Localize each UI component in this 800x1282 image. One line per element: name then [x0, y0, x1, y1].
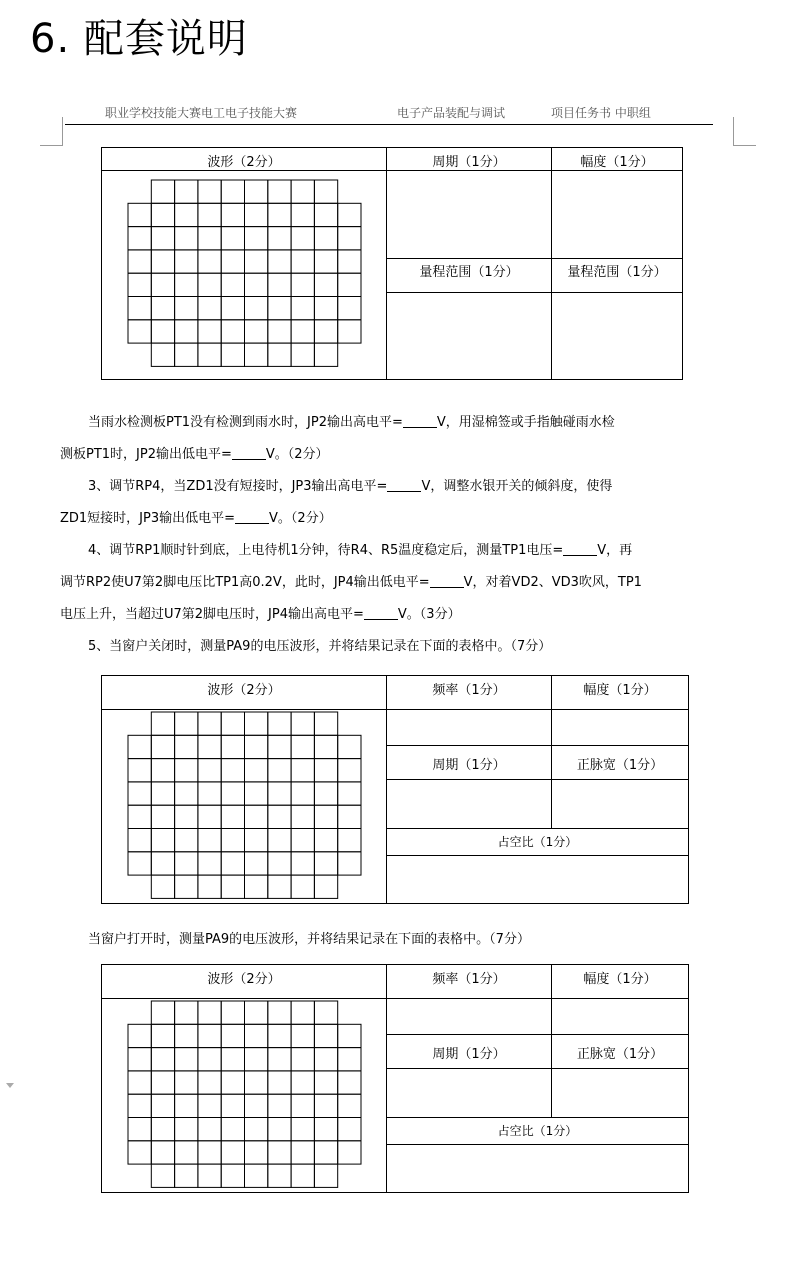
grid-cell — [221, 250, 244, 273]
grid-cell — [268, 805, 291, 828]
grid-cell — [151, 1118, 174, 1141]
grid-cell — [314, 1048, 337, 1071]
header-left: 职业学校技能大赛电工电子技能大赛 — [105, 106, 298, 120]
grid-cell — [338, 203, 361, 226]
scroll-down-arrow-icon — [6, 1083, 14, 1088]
grid-cell — [151, 829, 174, 852]
grid-cell — [338, 1141, 361, 1164]
grid-cell — [291, 273, 314, 296]
grid-cell — [268, 343, 291, 366]
grid-cell — [245, 1071, 268, 1094]
grid-cell — [268, 1094, 291, 1117]
grid-cell — [175, 250, 198, 273]
grid-cell — [291, 297, 314, 320]
waveform-header: 波形（2分） — [207, 155, 281, 170]
duty-cycle-header: 占空比（1分） — [497, 835, 578, 849]
grid-cell — [314, 875, 337, 898]
grid-cell — [314, 852, 337, 875]
header-rule — [65, 124, 713, 125]
grid-cell — [338, 805, 361, 828]
grid-cell — [198, 227, 221, 250]
grid-cell — [245, 1164, 268, 1187]
grid-cell — [314, 829, 337, 852]
grid-cell — [198, 1048, 221, 1071]
grid-cell — [245, 1024, 268, 1047]
grid-cell — [338, 782, 361, 805]
grid-cell — [291, 805, 314, 828]
grid-cell — [198, 273, 221, 296]
grid-cell — [175, 735, 198, 758]
pulse-width-header: 正脉宽（1分） — [576, 758, 664, 773]
crop-mark-right — [733, 117, 756, 146]
grid-cell — [175, 782, 198, 805]
frequency-header: 频率（1分） — [432, 683, 506, 698]
grid-cell — [268, 227, 291, 250]
grid-cell — [245, 1118, 268, 1141]
page-header — [65, 104, 713, 124]
grid-cell — [245, 829, 268, 852]
grid-cell — [221, 1118, 244, 1141]
grid-cell — [314, 180, 337, 203]
grid-cell — [198, 203, 221, 226]
grid-cell — [268, 203, 291, 226]
grid-cell — [314, 1164, 337, 1187]
waveform-table-2 — [101, 675, 689, 904]
grid-cell — [221, 1024, 244, 1047]
grid-cell — [268, 250, 291, 273]
grid-cell — [175, 273, 198, 296]
grid-cell — [338, 1071, 361, 1094]
grid-cell — [338, 759, 361, 782]
oscilloscope-grid — [127, 179, 363, 369]
grid-cell — [221, 1071, 244, 1094]
grid-cell — [175, 829, 198, 852]
grid-cell — [314, 735, 337, 758]
grid-cell — [338, 250, 361, 273]
grid-cell — [151, 1001, 174, 1024]
grid-cell — [245, 273, 268, 296]
grid-cell — [314, 1001, 337, 1024]
grid-cell — [221, 875, 244, 898]
grid-cell — [198, 805, 221, 828]
grid-cell — [198, 1164, 221, 1187]
grid-cell — [151, 320, 174, 343]
grid-cell — [151, 1141, 174, 1164]
grid-cell — [151, 273, 174, 296]
paragraph-window-open: 当窗户打开时，测量PA9的电压波形，并将结果记录在下面的表格中。（7分） — [88, 932, 530, 947]
grid-cell — [245, 1048, 268, 1071]
answer-blank[interactable] — [403, 415, 437, 428]
grid-cell — [338, 735, 361, 758]
grid-cell — [198, 180, 221, 203]
grid-cell — [221, 712, 244, 735]
grid-cell — [221, 829, 244, 852]
grid-cell — [175, 1164, 198, 1187]
answer-blank[interactable] — [430, 575, 464, 588]
grid-cell — [268, 875, 291, 898]
grid-cell — [198, 1141, 221, 1164]
slide-title: 6. 配套说明 — [30, 16, 248, 62]
grid-cell — [128, 250, 151, 273]
grid-cell — [291, 1118, 314, 1141]
grid-cell — [151, 203, 174, 226]
grid-cell — [291, 227, 314, 250]
grid-cell — [291, 875, 314, 898]
grid-cell — [221, 852, 244, 875]
grid-cell — [338, 1048, 361, 1071]
answer-blank[interactable] — [364, 607, 398, 620]
grid-cell — [198, 1071, 221, 1094]
grid-cell — [291, 1071, 314, 1094]
grid-cell — [175, 852, 198, 875]
oscilloscope-grid — [127, 711, 363, 901]
grid-cell — [151, 782, 174, 805]
grid-cell — [268, 712, 291, 735]
grid-cell — [268, 1048, 291, 1071]
grid-cell — [198, 320, 221, 343]
grid-cell — [245, 320, 268, 343]
grid-cell — [175, 1141, 198, 1164]
grid-cell — [198, 852, 221, 875]
grid-cell — [245, 852, 268, 875]
grid-cell — [291, 1001, 314, 1024]
grid-cell — [245, 297, 268, 320]
grid-cell — [245, 1001, 268, 1024]
grid-cell — [268, 1024, 291, 1047]
answer-blank[interactable] — [563, 543, 597, 556]
grid-cell — [291, 1048, 314, 1071]
grid-cell — [338, 297, 361, 320]
answer-blank[interactable] — [387, 479, 421, 492]
grid-cell — [221, 1001, 244, 1024]
grid-cell — [128, 1141, 151, 1164]
grid-cell — [338, 1118, 361, 1141]
grid-cell — [198, 875, 221, 898]
grid-cell — [314, 805, 337, 828]
grid-cell — [314, 712, 337, 735]
grid-cell — [128, 1024, 151, 1047]
grid-cell — [128, 759, 151, 782]
grid-cell — [245, 1141, 268, 1164]
grid-cell — [151, 180, 174, 203]
grid-cell — [245, 343, 268, 366]
grid-cell — [128, 782, 151, 805]
grid-cell — [291, 1094, 314, 1117]
grid-cell — [151, 712, 174, 735]
grid-cell — [314, 1118, 337, 1141]
grid-cell — [245, 712, 268, 735]
grid-cell — [175, 1048, 198, 1071]
amplitude-header: 幅度（1分） — [580, 155, 654, 170]
grid-cell — [268, 297, 291, 320]
grid-cell — [151, 1048, 174, 1071]
grid-cell — [175, 1001, 198, 1024]
grid-cell — [314, 1024, 337, 1047]
grid-cell — [151, 759, 174, 782]
grid-cell — [151, 1071, 174, 1094]
grid-cell — [151, 1024, 174, 1047]
grid-cell — [175, 227, 198, 250]
grid-cell — [268, 1001, 291, 1024]
grid-cell — [291, 1164, 314, 1187]
grid-cell — [245, 180, 268, 203]
grid-cell — [291, 852, 314, 875]
grid-cell — [268, 320, 291, 343]
grid-cell — [221, 1048, 244, 1071]
grid-cell — [128, 320, 151, 343]
grid-cell — [151, 852, 174, 875]
grid-cell — [314, 227, 337, 250]
waveform-table-1 — [101, 147, 683, 380]
grid-cell — [221, 1141, 244, 1164]
grid-cell — [221, 735, 244, 758]
grid-cell — [245, 805, 268, 828]
grid-cell — [175, 712, 198, 735]
grid-cell — [314, 250, 337, 273]
grid-cell — [291, 782, 314, 805]
grid-cell — [268, 1141, 291, 1164]
grid-cell — [151, 250, 174, 273]
grid-cell — [151, 875, 174, 898]
grid-cell — [221, 1164, 244, 1187]
grid-cell — [175, 343, 198, 366]
grid-cell — [245, 250, 268, 273]
grid-cell — [291, 250, 314, 273]
grid-cell — [175, 203, 198, 226]
grid-cell — [198, 759, 221, 782]
grid-cell — [314, 782, 337, 805]
grid-cell — [198, 829, 221, 852]
answer-blank[interactable] — [235, 511, 269, 524]
grid-cell — [314, 320, 337, 343]
duty-cycle-header: 占空比（1分） — [497, 1124, 578, 1138]
grid-cell — [245, 203, 268, 226]
grid-cell — [338, 852, 361, 875]
grid-cell — [221, 805, 244, 828]
grid-cell — [175, 1071, 198, 1094]
grid-cell — [245, 227, 268, 250]
grid-cell — [198, 1118, 221, 1141]
grid-cell — [128, 805, 151, 828]
grid-cell — [245, 782, 268, 805]
grid-cell — [128, 829, 151, 852]
period-header: 周期（1分） — [432, 758, 506, 773]
grid-cell — [221, 343, 244, 366]
grid-cell — [221, 227, 244, 250]
header-right: 项目任务书 中职组 — [551, 106, 651, 120]
amplitude-header: 幅度（1分） — [583, 683, 657, 698]
grid-cell — [221, 782, 244, 805]
grid-cell — [198, 735, 221, 758]
period-header: 周期（1分） — [432, 155, 506, 170]
grid-cell — [268, 1118, 291, 1141]
grid-cell — [338, 1024, 361, 1047]
grid-cell — [198, 343, 221, 366]
pulse-width-header: 正脉宽（1分） — [576, 1047, 664, 1062]
grid-cell — [128, 1094, 151, 1117]
period-header: 周期（1分） — [432, 1047, 506, 1062]
grid-cell — [198, 782, 221, 805]
grid-cell — [175, 1118, 198, 1141]
grid-cell — [198, 712, 221, 735]
grid-cell — [268, 180, 291, 203]
grid-cell — [221, 180, 244, 203]
grid-cell — [151, 227, 174, 250]
grid-cell — [198, 250, 221, 273]
grid-cell — [268, 759, 291, 782]
grid-cell — [175, 805, 198, 828]
amplitude-header: 幅度（1分） — [583, 972, 657, 987]
paragraph-rain-sensor: 当雨水检测板PT1没有检测到雨水时，JP2输出高电平= V，用湿棉签或手指触碰雨水检 测板PT1时，JP2输出低电平= V。（2分） 3、调节RP4，当ZD1没有短接时，JP3输出高电平= V，调整水银开关的倾斜度，使得 ZD1短接时，JP3输出低电平= V。（2分） 4、调节RP1顺时针到底，上电待机1分钟，待R4、R5温度稳定后，测量TP1电压= V，再 调节RP2使U7第2脚电压比TP1高0.2V，此时，JP4输出低电平= V，对着VD2、VD3吹风，TP1 电压上升，当超过U7第2脚电压时，JP4输出高电平= V。（3分） 5、当窗户关闭时，测量PA9的电压波形，并将结果记录在下面的表格中。（7分） — [60, 415, 642, 654]
grid-cell — [151, 297, 174, 320]
grid-cell — [291, 712, 314, 735]
grid-cell — [221, 273, 244, 296]
grid-cell — [128, 1071, 151, 1094]
range-header-left: 量程范围（1分） — [419, 265, 519, 280]
grid-cell — [175, 180, 198, 203]
grid-cell — [198, 1094, 221, 1117]
grid-cell — [221, 297, 244, 320]
grid-cell — [291, 759, 314, 782]
crop-mark-left — [40, 117, 63, 146]
grid-cell — [268, 1164, 291, 1187]
grid-cell — [291, 343, 314, 366]
grid-cell — [338, 227, 361, 250]
grid-cell — [245, 1094, 268, 1117]
grid-cell — [151, 735, 174, 758]
grid-cell — [268, 1071, 291, 1094]
grid-cell — [198, 297, 221, 320]
grid-cell — [151, 1094, 174, 1117]
grid-cell — [314, 759, 337, 782]
grid-cell — [128, 1048, 151, 1071]
grid-cell — [128, 735, 151, 758]
frequency-header: 频率（1分） — [432, 972, 506, 987]
grid-cell — [314, 297, 337, 320]
grid-cell — [128, 273, 151, 296]
grid-cell — [151, 1164, 174, 1187]
grid-cell — [221, 1094, 244, 1117]
grid-cell — [314, 1141, 337, 1164]
grid-cell — [198, 1001, 221, 1024]
grid-cell — [291, 1024, 314, 1047]
grid-cell — [291, 1141, 314, 1164]
waveform-header: 波形（2分） — [207, 972, 281, 987]
header-middle: 电子产品装配与调试 — [397, 106, 506, 120]
grid-cell — [221, 320, 244, 343]
grid-cell — [128, 1118, 151, 1141]
grid-cell — [221, 759, 244, 782]
answer-blank[interactable] — [232, 447, 266, 460]
grid-cell — [221, 203, 244, 226]
grid-cell — [314, 1071, 337, 1094]
range-header-right: 量程范围（1分） — [567, 265, 667, 280]
grid-cell — [245, 735, 268, 758]
grid-cell — [291, 735, 314, 758]
grid-cell — [291, 320, 314, 343]
grid-cell — [151, 343, 174, 366]
grid-cell — [291, 203, 314, 226]
grid-cell — [338, 1094, 361, 1117]
grid-cell — [198, 1024, 221, 1047]
grid-cell — [245, 759, 268, 782]
grid-cell — [338, 829, 361, 852]
oscilloscope-grid — [127, 1000, 363, 1190]
grid-cell — [291, 180, 314, 203]
grid-cell — [175, 875, 198, 898]
grid-cell — [291, 829, 314, 852]
grid-cell — [128, 203, 151, 226]
grid-cell — [338, 273, 361, 296]
grid-cell — [268, 782, 291, 805]
grid-cell — [175, 1094, 198, 1117]
grid-cell — [268, 852, 291, 875]
waveform-table-3 — [101, 964, 689, 1193]
grid-cell — [314, 1094, 337, 1117]
grid-cell — [268, 735, 291, 758]
grid-cell — [268, 829, 291, 852]
grid-cell — [338, 320, 361, 343]
grid-cell — [245, 875, 268, 898]
grid-cell — [175, 297, 198, 320]
grid-cell — [175, 1024, 198, 1047]
grid-cell — [128, 297, 151, 320]
grid-cell — [314, 273, 337, 296]
grid-cell — [128, 227, 151, 250]
grid-cell — [268, 273, 291, 296]
grid-cell — [128, 852, 151, 875]
grid-cell — [175, 759, 198, 782]
grid-cell — [151, 805, 174, 828]
grid-cell — [314, 343, 337, 366]
waveform-header: 波形（2分） — [207, 683, 281, 698]
grid-cell — [175, 320, 198, 343]
grid-cell — [314, 203, 337, 226]
